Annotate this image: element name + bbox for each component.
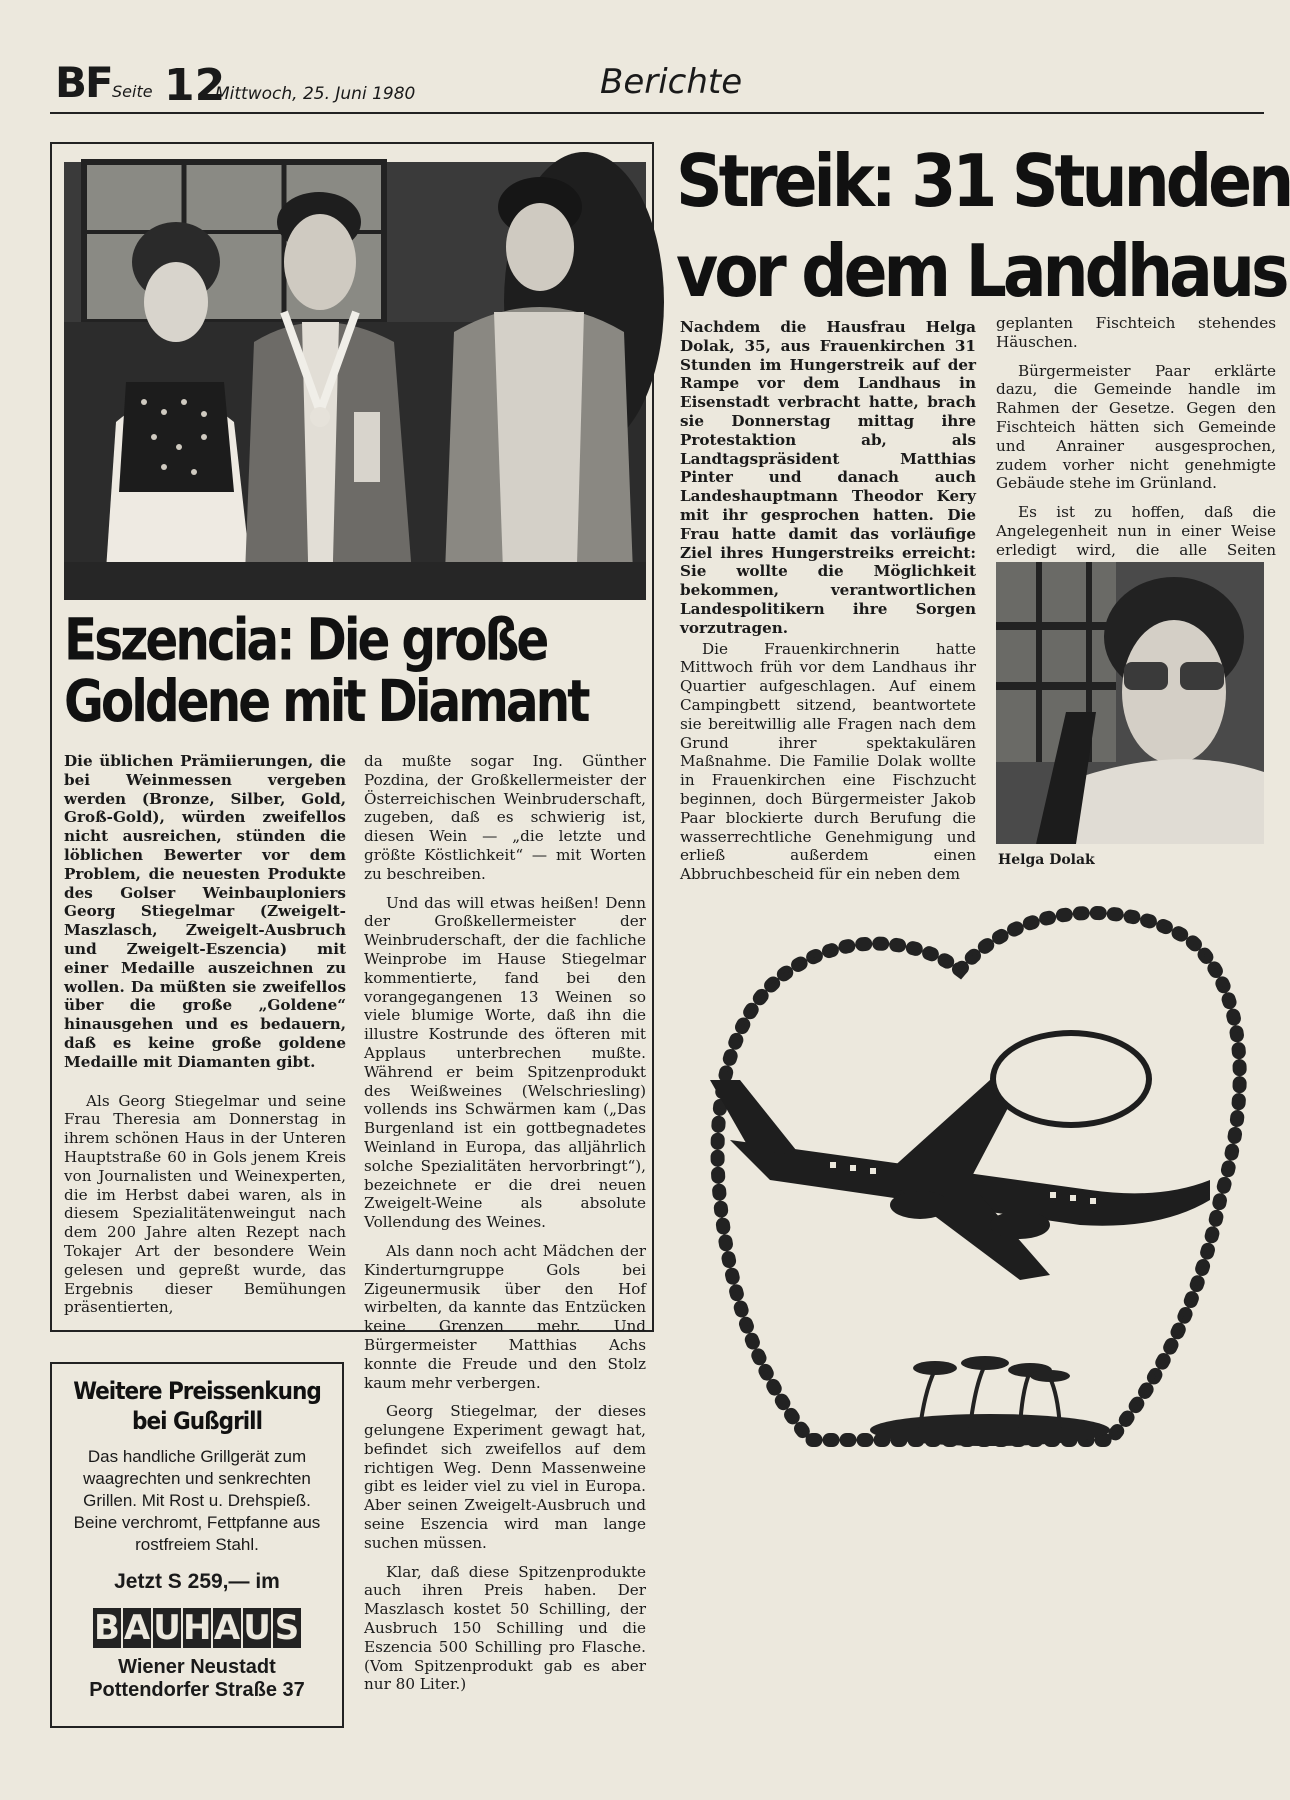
headline-streik (676, 136, 1290, 316)
page-number: 12 (164, 60, 226, 111)
photo-helga-dolak-image (996, 562, 1264, 844)
ad-bauhaus-headline (52, 1376, 342, 1436)
headline-eszencia-line2: Goldene mit Diamant (64, 666, 588, 735)
header-rule (50, 112, 1264, 114)
ad-bauhaus-city: Wiener Neustadt (118, 1656, 276, 1678)
ad-loewa-artwork (690, 880, 1264, 1504)
article-streik-paragraph: Die Frauenkirchnerin hatte Mittwoch früh vor dem Landhaus ihr Quartier aufgeschlagen. Auf einem Campingbett sitzend, beantwortete sie bereitwillig alle Fragen nach dem Grund ihrer spektakulären Maßnahme. Die Familie Dolak wollte in Frauenkirchen eine Fischzucht beginnen, doch Bürgermeister Jakob Paar blockierte durch Berufung die wasserrechtliche Genehmigung und erließ außerdem einen Abbruchbescheid für ein neben dem (680, 639, 976, 884)
article-eszencia-paragraph: Als Georg Stiegelmar und seine Frau Theresia am Donnerstag in ihrem schönen Haus in der Unteren Hauptstraße 60 in Gols jenem Kreis von Journalisten und Weinexperten, die im Herbst dabei waren, als in diesem Spezialitätenweingut nach dem 200 Jahre alten Rezept nach Tokajer Art der besondere Wein gelesen und gepreßt wurde, das Ergebnis dieser Bemühungen präsentierten, (64, 1091, 346, 1317)
ad-bauhaus-brand-letter: S (274, 1608, 300, 1648)
article-eszencia-column-2 (364, 752, 646, 1704)
photo-wine-makers (64, 162, 646, 600)
ad-bauhaus (50, 1362, 344, 1728)
article-eszencia-paragraph: Und das will etwas heißen! Denn der Großkellermeister der Weinbruderschaft, der die fachliche Weinprobe im Hause Stiegelmar kommentierte, fand bei den vorangegangenen 13 Weinen so viele blumige Worte, daß ihn die illustre Kostrunde des öfteren mit Applaus unterbrechen mußte. Während er beim Spitzenprodukt des Weißweines (Welschriesling) vollends ins Schwärmen kam („Das Burgenland ist ein gottbegnadetes Weinland in Europa, das alljährlich solche Spezialitäten hervorbringt“), bezeichnete er die drei neuen Zweigelt-Weine als absolute Vollendung des Weines. (364, 893, 646, 1232)
headline-streik-line1: Streik: 31 Stunden (676, 139, 1290, 223)
article-streik-lead: Nachdem die Hausfrau Helga Dolak, 35, aus Frauenkirchen 31 Stunden im Hungerstreik auf der Rampe vor dem Landhaus in Eisenstadt verbracht hatte, brach sie Donnerstag mittag ihre Protestaktion ab, als Landtagspräsident Matthias Pinter und danach auch Landeshauptmann Theodor Kery mit ihr gesprochen hatten. Die Frau hatte damit das vorläufige Ziel ihres Hungerstreiks erreicht: Sie wollte die Möglichkeit bekommen, verantwortlichen Landespolitikern ihre Sorgen vorzutragen. (680, 318, 976, 637)
issue-date: Mittwoch, 25. Juni 1980 (215, 84, 416, 104)
article-streik-paragraph: geplanten Fischteich stehendes Häuschen. (996, 314, 1276, 351)
ad-bauhaus-brand-letter: H (183, 1608, 212, 1648)
article-streik-column-2 (996, 314, 1276, 578)
article-eszencia-column-1 (64, 752, 346, 1327)
article-eszencia-lead: Die üblichen Prämiierungen, die bei Weinmessen vergeben werden (Bronze, Silber, Gold, Groß-Gold), würden zweifellos nicht ausreichen, stünden die löblichen Bewerter vor dem Problem, die neuesten Produkte des Golser Weinbauploniers Georg Stiegelmar (Zweigelt-Maszlasch, Zweigelt-Ausbruch und Zweigelt-Eszencia) mit einer Medaille auszeichnen zu wollen. Da müßten sie zweifellos über die große „Goldene“ hinausgehen und es bedauern, daß es keine große goldene Medaille mit Diamanten gibt. (64, 752, 346, 1071)
ad-loewa (690, 880, 1264, 1504)
article-eszencia-paragraph: Georg Stiegelmar, der dieses gelungene Experiment gewagt hat, befindet sich zweifellos auf dem richtigen Weg. Denn Massenweine gibt es leider viel zu viel in Europa. Aber seinen Zweigelt-Ausbruch und seine Eszencia wird man lange suchen müssen. (364, 1402, 646, 1552)
ad-bauhaus-street: Pottendorfer Straße 37 (89, 1679, 305, 1701)
article-eszencia-paragraph: Als dann noch acht Mädchen der Kinderturngruppe Gols bei Zigeunermusik über den Hof wirbelten, da kannte das Entzücken keine Grenzen mehr. Und Bürgermeister Matthias Achs konnte die Freude und den Stolz kaum mehr verbergen. (364, 1241, 646, 1392)
ad-bauhaus-brand-letter: U (243, 1608, 271, 1648)
ad-bauhaus-body: Das handliche Grillgerät zum waagrechten und senkrechten Grillen. Mit Rost u. Drehspieß. Beine verchromt, Fettpfanne aus rostfreiem Stahl. (73, 1447, 321, 1554)
column-rule (64, 1330, 346, 1331)
article-streik-column-1 (680, 318, 976, 894)
article-streik-paragraph: Es ist zu hoffen, daß die Angelegenheit nun in einer Weise erledigt wird, die alle Seiten (996, 503, 1276, 559)
ad-bauhaus-brand-letter: B (94, 1608, 120, 1648)
headline-eszencia-line1: Eszencia: Die große (64, 605, 547, 674)
photo-wine-makers-image (64, 162, 646, 600)
ad-bauhaus-brand-letter: A (123, 1608, 151, 1648)
photo-caption: Helga Dolak (998, 852, 1095, 868)
photo-helga-dolak (996, 562, 1264, 844)
ad-bauhaus-price: Jetzt S 259,— im (114, 1570, 280, 1593)
ad-loewa-text (692, 1518, 1264, 1738)
page-label: Seite (112, 82, 153, 101)
newspaper-logo: BF (55, 58, 112, 107)
ad-bauhaus-brand (52, 1608, 342, 1648)
article-eszencia-paragraph: da mußte sogar Ing. Günther Pozdina, der Großkellermeister der Österreichischen Weinbruderschaft, zugeben, daß es schwierig ist, diesen Wein — „die letzte und größte Köstlichkeit“ — mit Worten zu beschreiben. (364, 752, 646, 883)
headline-eszencia (64, 605, 646, 735)
ad-loewa-logo (990, 1030, 1152, 1128)
article-streik-column-2-clip (996, 314, 1276, 560)
ad-bauhaus-brand-letter: U (153, 1608, 181, 1648)
article-streik-paragraph: Bürgermeister Paar erklärte dazu, die Gemeinde handle im Rahmen der Gesetze. Gegen den Fischteich hätten sich Gemeinde und Anrainer ausgesprochen, zudem vorher nicht genehmigte Gebäude stehe im Grünland. (996, 361, 1276, 493)
section-title: Berichte (600, 62, 743, 102)
headline-streik-line2: vor dem Landhaus (676, 229, 1286, 313)
ad-bauhaus-headline-line2: bei Gußgrill (132, 1407, 262, 1435)
article-eszencia-paragraph: Klar, daß diese Spitzenprodukte auch ihren Preis haben. Der Maszlasch kostet 50 Schilling, der Ausbruch 150 Schilling und die Eszencia 500 Schilling pro Flasche. (Vom Spitzenprodukt gab es aber nur 80 Liter.) (364, 1562, 646, 1694)
ad-bauhaus-brand-letter: A (213, 1608, 241, 1648)
ad-bauhaus-headline-line1: Weitere Preissenkung (73, 1377, 321, 1405)
